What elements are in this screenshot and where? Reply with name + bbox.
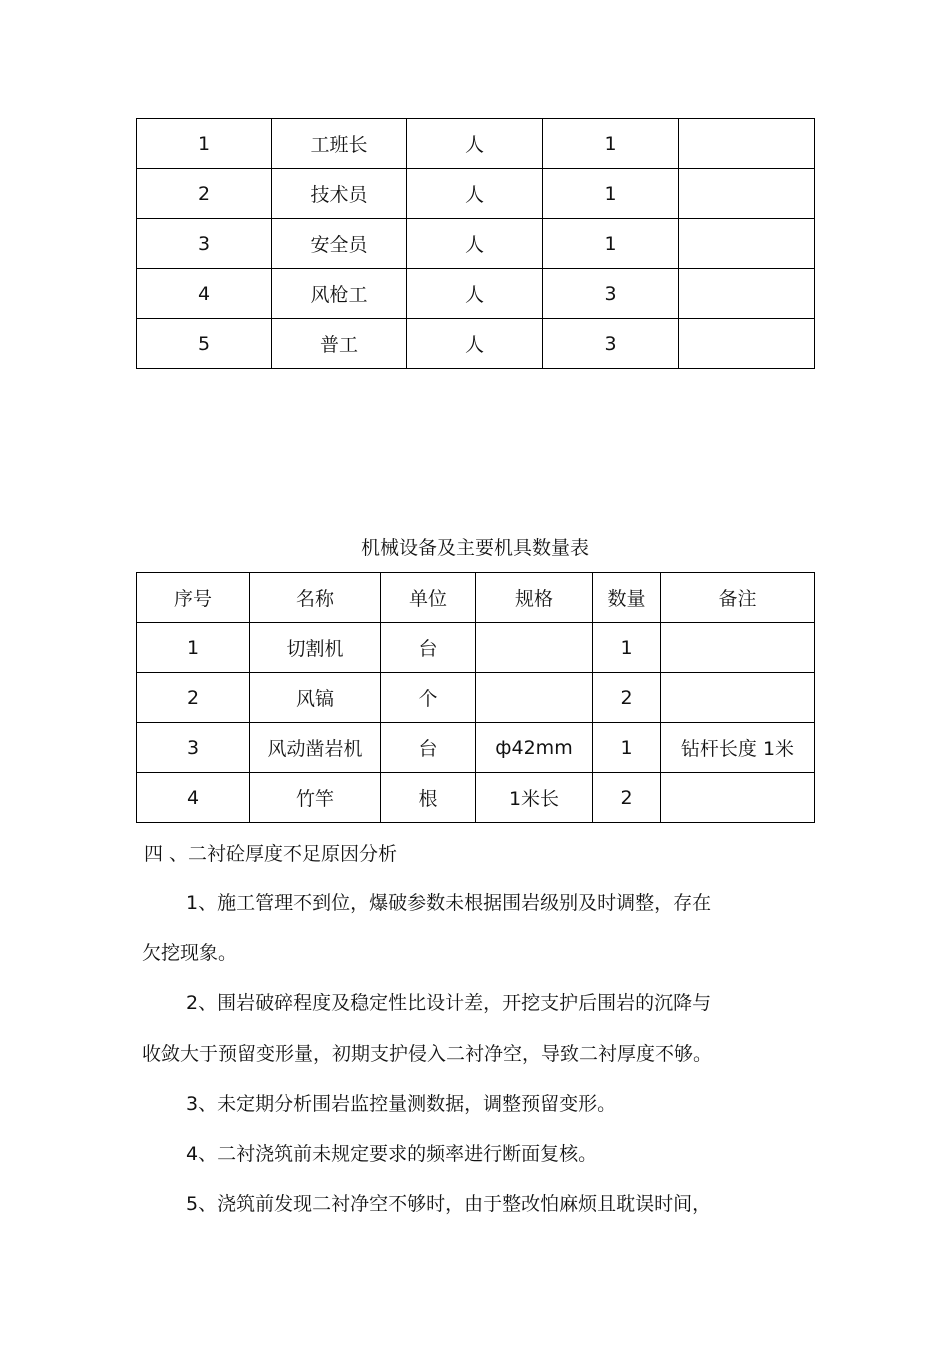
staff-no: 1 [137,119,272,169]
equip-remark [661,773,815,823]
paragraph-line: 欠挖现象。 [142,942,238,964]
staff-no: 3 [137,219,272,269]
paragraph-line: 5、浇筑前发现二衬净空不够时，由于整改怕麻烦且耽误时间， [186,1193,712,1215]
staff-no: 4 [137,269,272,319]
header-spec: 规格 [476,573,593,623]
staff-count: 1 [543,219,679,269]
staff-unit: 人 [407,119,543,169]
equip-unit: 台 [381,623,476,673]
equip-qty: 2 [593,773,661,823]
staff-remark [679,119,815,169]
staff-count: 3 [543,269,679,319]
staff-no: 2 [137,169,272,219]
staff-count: 3 [543,319,679,369]
header-no: 序号 [137,573,250,623]
header-qty: 数量 [593,573,661,623]
equipment-table-title: 机械设备及主要机具数量表 [360,537,589,559]
equip-remark [661,673,815,723]
table-row [137,219,815,269]
staff-role: 风枪工 [272,269,407,319]
equip-name: 风镐 [250,673,381,723]
staff-role: 工班长 [272,119,407,169]
equip-qty: 1 [593,623,661,673]
equip-remark: 钻杆长度 1米 [661,723,815,773]
staff-table [136,118,815,369]
section-heading: 四 、二衬砼厚度不足原因分析 [144,843,398,865]
staff-count: 1 [543,169,679,219]
table-row [137,623,815,673]
header-remark: 备注 [661,573,815,623]
header-name: 名称 [250,573,381,623]
staff-remark [679,219,815,269]
equip-no: 3 [137,723,250,773]
equip-name: 风动凿岩机 [250,723,381,773]
table-row [137,119,815,169]
staff-role: 技术员 [272,169,407,219]
header-unit: 单位 [381,573,476,623]
paragraph-line: 4、二衬浇筑前未规定要求的频率进行断面复核。 [186,1143,598,1165]
table-row [137,169,815,219]
equip-spec: 1米长 [476,773,593,823]
equip-spec [476,673,593,723]
staff-unit: 人 [407,169,543,219]
staff-unit: 人 [407,319,543,369]
staff-role: 普工 [272,319,407,369]
equip-name: 竹竿 [250,773,381,823]
table-row [137,673,815,723]
staff-unit: 人 [407,219,543,269]
staff-remark [679,169,815,219]
staff-unit: 人 [407,269,543,319]
staff-count: 1 [543,119,679,169]
equip-name: 切割机 [250,623,381,673]
table-row [137,773,815,823]
paragraph-line: 收敛大于预留变形量，初期支护侵入二衬净空，导致二衬厚度不够。 [142,1043,713,1065]
paragraph-line: 3、未定期分析围岩监控量测数据，调整预留变形。 [186,1093,617,1115]
table-header-row [137,573,815,623]
equip-unit: 个 [381,673,476,723]
equip-remark [661,623,815,673]
table-row [137,269,815,319]
equip-unit: 根 [381,773,476,823]
equip-no: 4 [137,773,250,823]
staff-no: 5 [137,319,272,369]
paragraph-line: 2、围岩破碎程度及稳定性比设计差，开挖支护后围岩的沉降与 [186,992,712,1014]
equip-qty: 2 [593,673,661,723]
equip-spec [476,623,593,673]
equip-no: 1 [137,623,250,673]
equipment-table [136,572,815,823]
equip-qty: 1 [593,723,661,773]
table-row [137,319,815,369]
staff-remark [679,319,815,369]
table-row [137,723,815,773]
staff-role: 安全员 [272,219,407,269]
equip-spec: ф42mm [476,723,593,773]
staff-remark [679,269,815,319]
equip-no: 2 [137,673,250,723]
equip-unit: 台 [381,723,476,773]
paragraph-line: 1、施工管理不到位，爆破参数未根据围岩级别及时调整，存在 [186,892,712,914]
